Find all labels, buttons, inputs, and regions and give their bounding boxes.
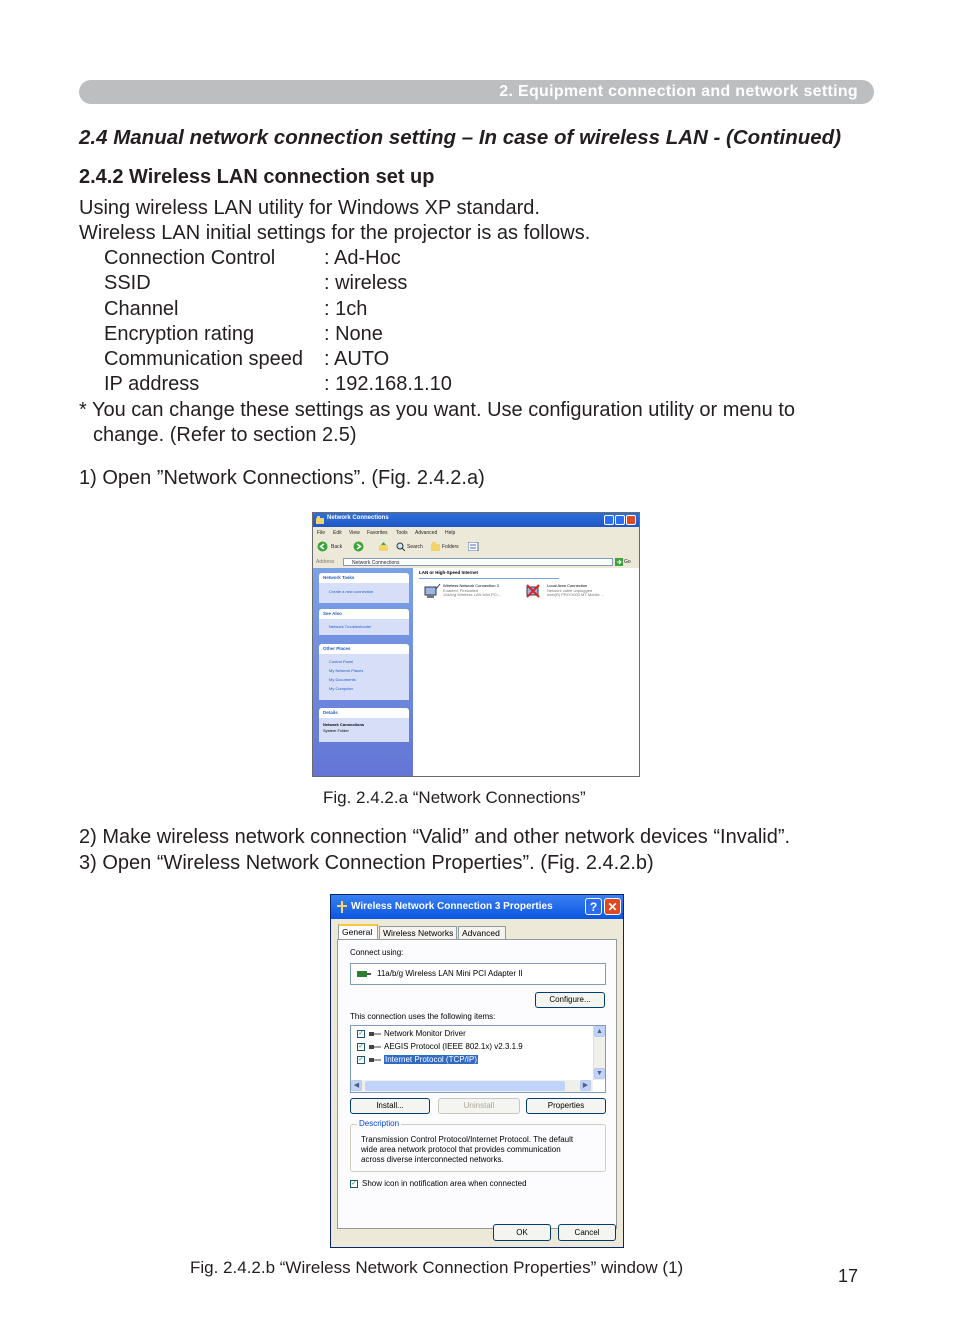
- menu-bar: [313, 527, 639, 538]
- scroll-up-icon[interactable]: ▲: [594, 1026, 605, 1037]
- configure-button[interactable]: Configure...: [535, 992, 605, 1008]
- show-icon-label: Show icon in notification area when connected: [362, 1179, 527, 1188]
- ok-button[interactable]: OK: [493, 1224, 551, 1241]
- description-line: across diverse interconnected networks.: [361, 1155, 504, 1164]
- note-line: change. (Refer to section 2.5): [93, 424, 357, 446]
- back-arrow-icon[interactable]: [317, 541, 328, 552]
- group-divider: [419, 578, 559, 579]
- adapter-field: [350, 963, 606, 985]
- wireless-connection-icon[interactable]: [423, 583, 441, 601]
- task-pane: [313, 568, 413, 776]
- search-label: Search: [407, 544, 423, 550]
- item-label[interactable]: AEGIS Protocol (IEEE 802.1x) v2.3.1.9: [384, 1042, 523, 1051]
- items-list: [350, 1025, 606, 1093]
- connection-name[interactable]: Local Area Connection: [547, 583, 588, 588]
- folders-icon[interactable]: [431, 542, 441, 551]
- setting-value: : wireless: [324, 272, 408, 294]
- tab-general[interactable]: General: [338, 924, 378, 939]
- my-network-places-link[interactable]: My Network Places: [329, 668, 364, 673]
- menu-view[interactable]: View: [349, 530, 360, 536]
- views-icon[interactable]: [468, 542, 482, 551]
- connection-name[interactable]: Wireless Network Connection 3: [443, 583, 499, 588]
- panel-title[interactable]: Other Places: [319, 644, 409, 654]
- item-checkbox[interactable]: ✓: [358, 1056, 364, 1063]
- menu-edit[interactable]: Edit: [333, 530, 342, 536]
- details-type: System Folder: [323, 728, 349, 733]
- menu-advanced[interactable]: Advanced: [415, 530, 438, 536]
- install-button[interactable]: Install...: [350, 1098, 430, 1114]
- tab-advanced[interactable]: Advanced: [458, 926, 506, 939]
- menu-file[interactable]: File: [317, 530, 326, 536]
- setting-label: Encryption rating: [104, 323, 255, 345]
- other-places-panel: [319, 644, 409, 700]
- protocol-icon: [369, 1057, 381, 1063]
- subsection-title: 2.4.2 Wireless LAN connection set up: [79, 166, 435, 188]
- setting-value: : AUTO: [324, 348, 390, 370]
- maximize-button[interactable]: [615, 515, 625, 525]
- my-computer-link[interactable]: My Computer: [329, 686, 354, 691]
- forward-arrow-icon[interactable]: [353, 541, 364, 552]
- description-group: [350, 1119, 606, 1172]
- note-line: * You can change these settings as you want. Use configuration utility or menu to: [79, 399, 795, 421]
- cancel-button[interactable]: Cancel: [558, 1224, 616, 1241]
- folders-label: Folders: [442, 544, 459, 550]
- close-button[interactable]: [626, 515, 636, 525]
- section-title: 2.4 Manual network connection setting – In case of wireless LAN - (Continued): [79, 126, 842, 149]
- properties-button[interactable]: Properties: [526, 1098, 606, 1114]
- step-1: 1) Open ”Network Connections”. (Fig. 2.4.2.a): [79, 467, 485, 489]
- dialog-title: Wireless Network Connection 3 Properties: [351, 901, 553, 912]
- horizontal-scrollbar[interactable]: [351, 1080, 593, 1092]
- figure-a-caption: Fig. 2.4.2.a “Network Connections”: [323, 788, 586, 807]
- items-label: This connection uses the following items:: [350, 1012, 496, 1021]
- panel-title[interactable]: See Also: [319, 609, 409, 619]
- connections-list: [413, 568, 639, 776]
- address-input[interactable]: Network Connections: [343, 558, 613, 566]
- up-folder-icon[interactable]: [379, 542, 388, 551]
- lan-connection-icon[interactable]: [525, 583, 543, 601]
- description-label: Description: [359, 1119, 400, 1128]
- chapter-header-title: 2. Equipment connection and network setting: [499, 83, 858, 100]
- menu-favorites[interactable]: Favorites: [367, 530, 388, 536]
- go-label[interactable]: Go: [624, 559, 631, 565]
- scroll-thumb[interactable]: [365, 1081, 565, 1091]
- network-folder-icon: [316, 516, 324, 524]
- my-documents-link[interactable]: My Documents: [329, 677, 356, 682]
- address-label: Address: [316, 559, 335, 565]
- dialog-titlebar: [331, 895, 623, 919]
- scroll-down-icon[interactable]: ▼: [594, 1068, 605, 1079]
- search-icon[interactable]: [396, 542, 405, 551]
- vertical-scrollbar[interactable]: [593, 1026, 605, 1080]
- connection-device: 11a/b/g Wireless LAN Mini PCI...: [443, 592, 501, 597]
- panel-title[interactable]: Details: [319, 708, 409, 718]
- item-label-selected[interactable]: Internet Protocol (TCP/IP): [385, 1055, 478, 1064]
- menu-help[interactable]: Help: [445, 530, 456, 536]
- troubleshooter-link[interactable]: Network Troubleshooter: [329, 624, 372, 629]
- setting-value: : None: [324, 323, 383, 345]
- item-label[interactable]: Network Monitor Driver: [384, 1029, 466, 1038]
- connection-device: Intel(R) PRO/1000 MT Mobile ...: [547, 592, 605, 597]
- intro-line: Wireless LAN initial settings for the projector is as follows.: [79, 222, 591, 244]
- protocol-icon: [369, 1044, 381, 1050]
- window-titlebar: [313, 513, 639, 527]
- network-connection-icon: [336, 901, 348, 913]
- show-icon-checkbox[interactable]: ✓: [351, 1180, 357, 1187]
- group-header: LAN or High-Speed Internet: [419, 570, 479, 575]
- uninstall-button[interactable]: Uninstall: [438, 1098, 520, 1114]
- see-also-panel: [319, 609, 409, 635]
- page-number: 17: [838, 1266, 859, 1286]
- network-adapter-icon: [357, 970, 371, 978]
- details-panel: [319, 708, 409, 742]
- toolbar: [313, 538, 639, 557]
- setting-label: SSID: [104, 272, 151, 294]
- panel-title[interactable]: Network Tasks: [319, 573, 409, 583]
- setting-label: IP address: [104, 373, 200, 395]
- setting-label: Channel: [104, 298, 179, 320]
- connection-status: Network cable unplugged: [547, 587, 593, 593]
- help-button[interactable]: ?: [585, 898, 602, 915]
- address-bar: [313, 556, 639, 568]
- scroll-left-icon[interactable]: ◀: [351, 1080, 362, 1091]
- setting-value: : 192.168.1.10: [324, 373, 452, 395]
- setting-value: : Ad-Hoc: [324, 247, 401, 269]
- details-name: Network Connections: [323, 722, 365, 727]
- chapter-header-bar: [79, 80, 874, 104]
- network-tasks-panel: [319, 573, 409, 603]
- minimize-button[interactable]: [604, 515, 614, 525]
- wireless-properties-dialog: [330, 894, 624, 1248]
- general-tab-page: [337, 939, 617, 1229]
- back-label: Back: [331, 544, 343, 550]
- connection-status: Enabled, Firewalled: [443, 587, 479, 593]
- protocol-icon: [369, 1031, 381, 1037]
- figure-b-caption: Fig. 2.4.2.b “Wireless Network Connection Properties” window (1): [190, 1258, 684, 1277]
- scroll-right-icon[interactable]: ▶: [580, 1080, 591, 1091]
- setting-label: Connection Control: [104, 247, 276, 269]
- adapter-name: 11a/b/g Wireless LAN Mini PCI Adapter II: [377, 969, 523, 978]
- connect-using-label: Connect using:: [350, 948, 404, 957]
- network-connections-window: [312, 512, 640, 777]
- description-line: wide area network protocol that provides communication: [361, 1145, 561, 1154]
- close-button[interactable]: ✕: [604, 898, 621, 915]
- item-checkbox[interactable]: ✓: [358, 1043, 364, 1050]
- tab-wireless-networks[interactable]: Wireless Networks: [379, 926, 457, 939]
- menu-tools[interactable]: Tools: [396, 530, 408, 536]
- control-panel-link[interactable]: Control Panel: [329, 659, 354, 664]
- step-2: 2) Make wireless network connection “Valid” and other network devices “Invalid”.: [79, 826, 791, 848]
- description-line: Transmission Control Protocol/Internet Protocol. The default: [361, 1135, 574, 1144]
- setting-value: : 1ch: [324, 298, 368, 320]
- step-3: 3) Open “Wireless Network Connection Properties”. (Fig. 2.4.2.b): [79, 852, 654, 874]
- create-connection-link[interactable]: Create a new connection: [329, 589, 374, 594]
- item-checkbox[interactable]: ✓: [358, 1030, 364, 1037]
- intro-line: Using wireless LAN utility for Windows XP standard.: [79, 197, 540, 219]
- go-arrow-icon[interactable]: [615, 558, 623, 566]
- setting-label: Communication speed: [104, 348, 303, 370]
- window-title: Network Connections: [327, 515, 389, 521]
